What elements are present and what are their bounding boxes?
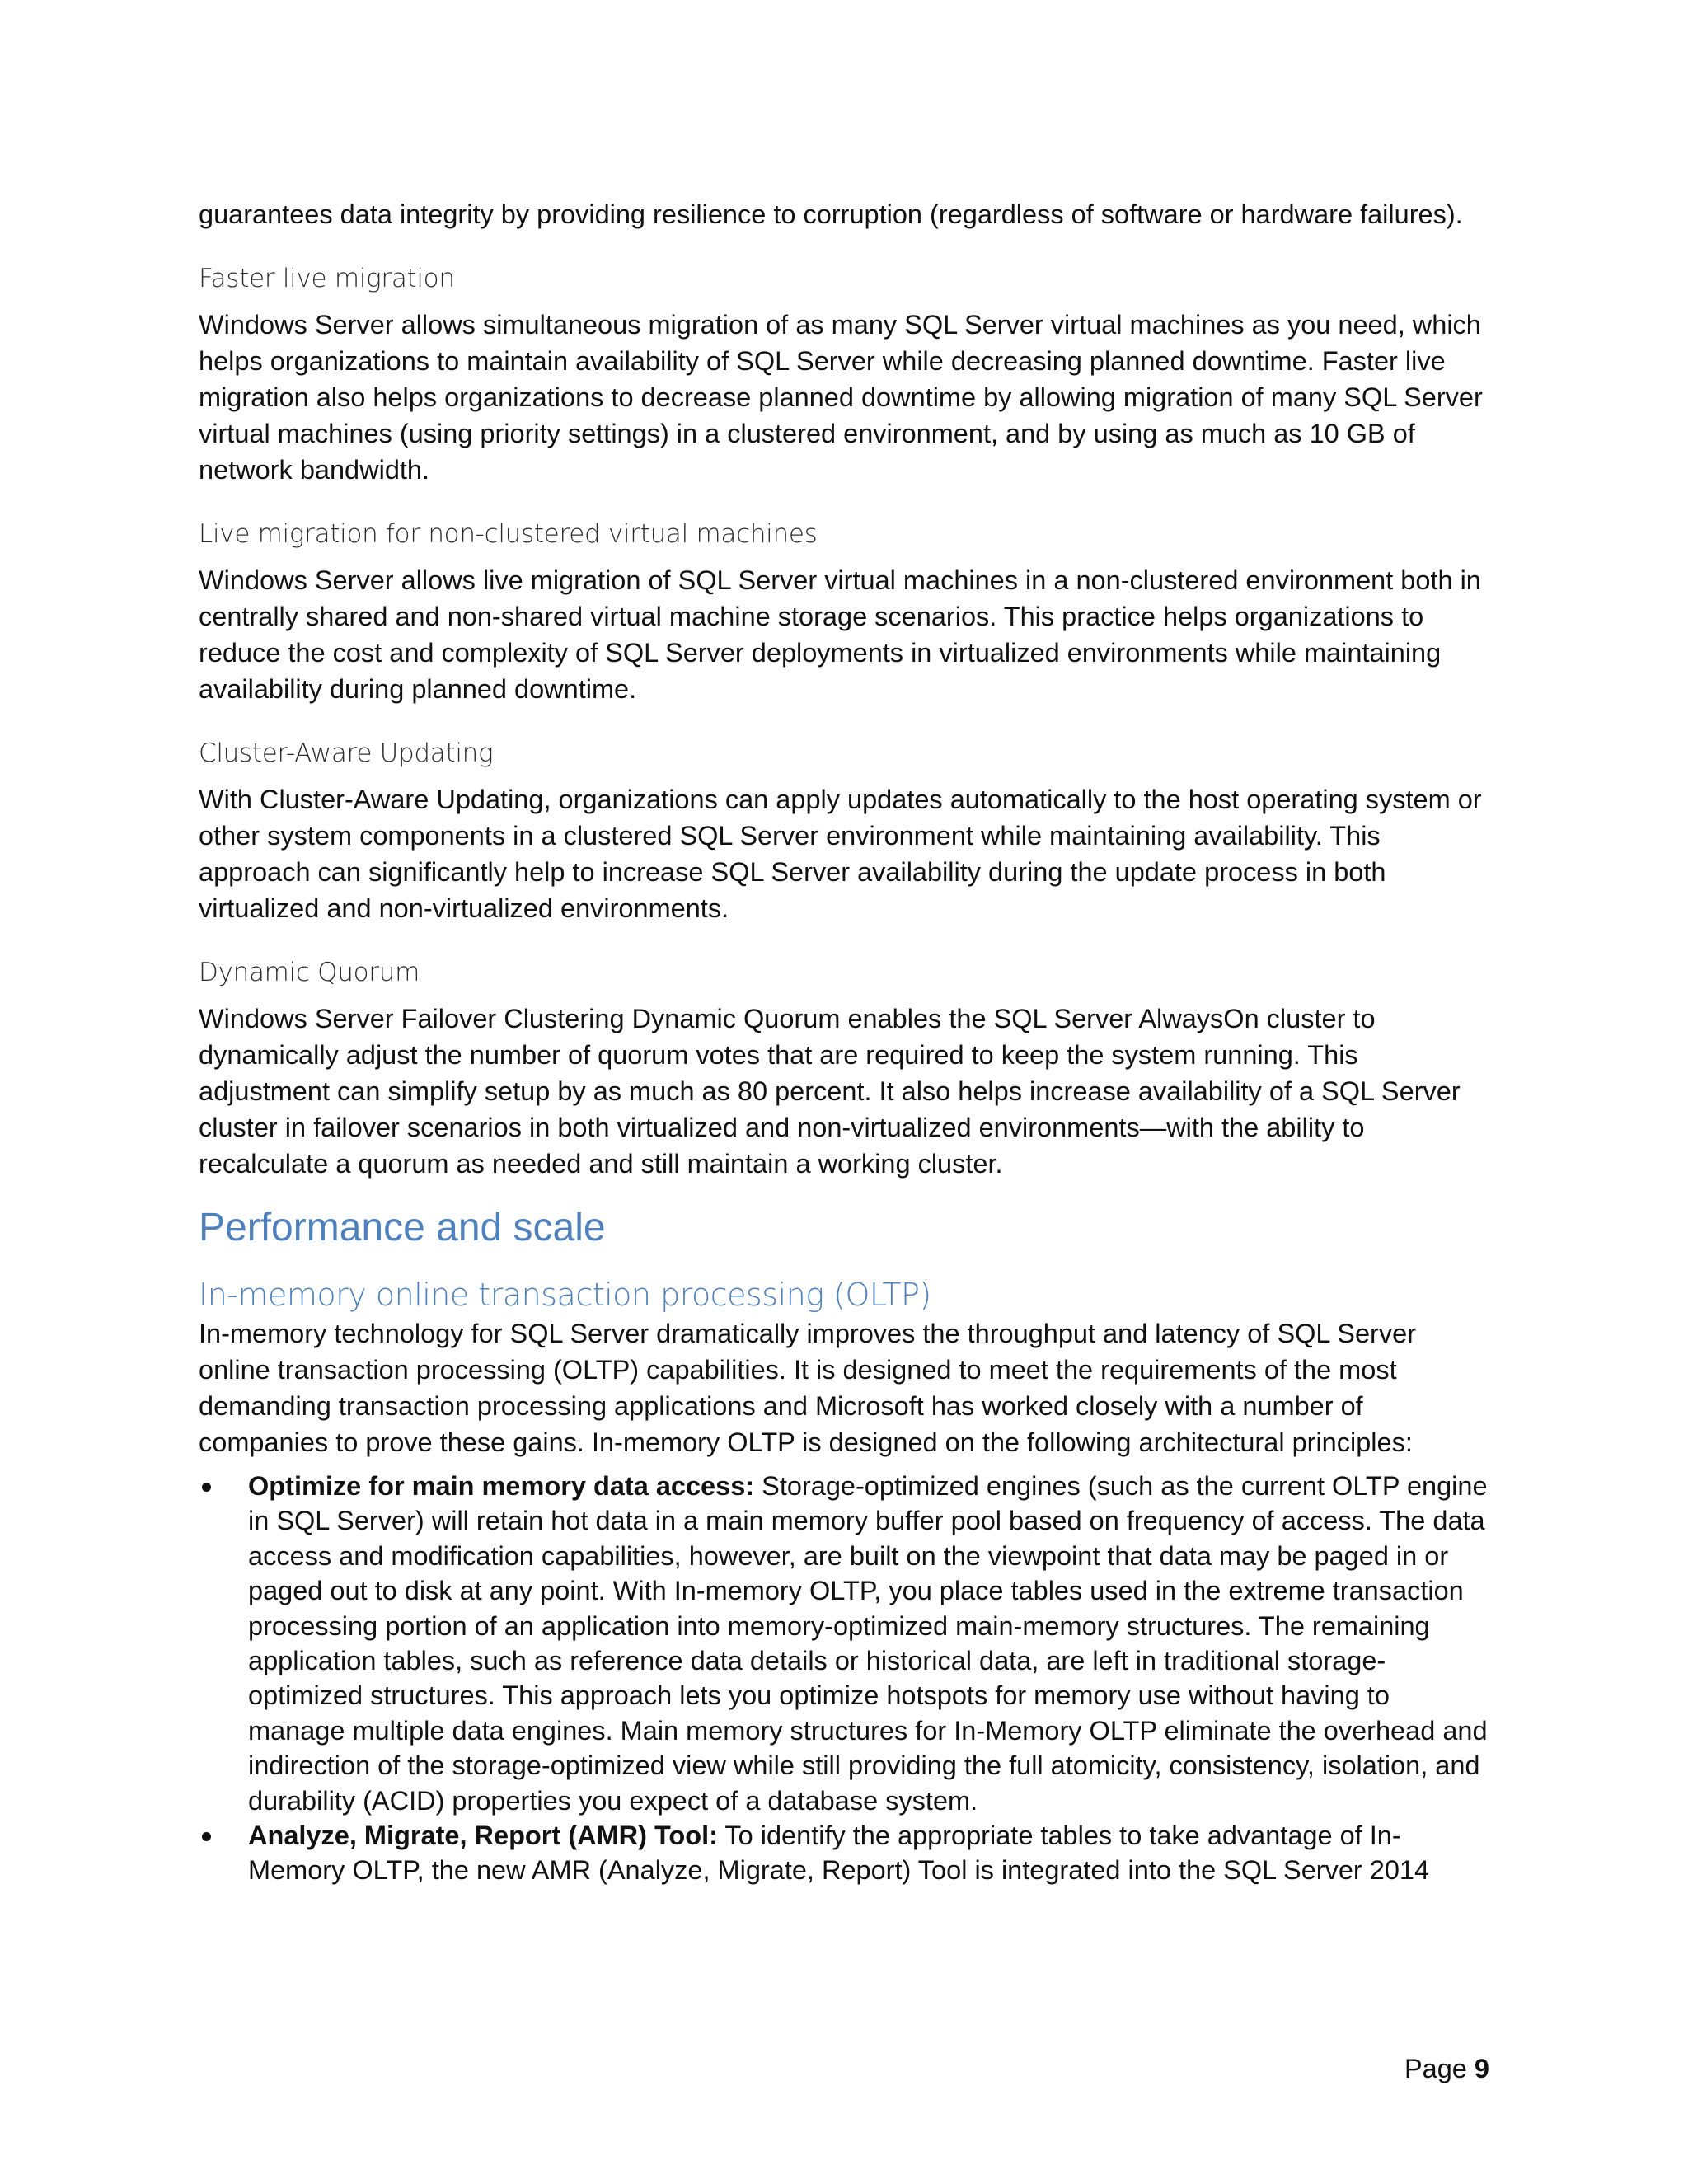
- subheading-in-memory-oltp: In-memory online transaction processing (OLTP): [199, 1277, 931, 1313]
- section-heading-faster-live-migration: Faster live migration: [199, 264, 455, 293]
- section-heading-cluster-aware-updating: Cluster-Aware Updating: [199, 738, 494, 768]
- bullet-icon: [202, 1483, 211, 1492]
- section-body-dynamic-quorum: Windows Server Failover Clustering Dynamic Quorum enables the SQL Server AlwaysOn cluster to dynamically adjust the number of quorum votes that are required to keep the system running. This adjustment can simplify setup by as much as 80 percent. It also helps increase availability of a SQL Server cluster in failover scenarios in both virtualized and non-virtualized environments—with the ability to recalculate a quorum as needed and still maintain a working cluster.: [199, 1004, 1461, 1179]
- section-body-live-migration-non-clustered: Windows Server allows live migration of SQL Server virtual machines in a non-clustered environment both in centrally shared and non-shared virtual machine storage scenarios. This practice helps organizations to reduce the cost and complexity of SQL Server deployments in virtualized environments while maintaining availability during planned downtime.: [199, 565, 1481, 704]
- bullet-text: Storage-optimized engines (such as the current OLTP engine in SQL Server) will retain hot data in a main memory buffer pool based on frequency of access. The data access and modification capabilities, however, are built on the viewpoint that data may be paged in or paged out to disk at any point. With In-memory OLTP, you place tables used in the extreme transaction processing portion of an application into memory-optimized main-memory structures. The remaining application tables, such as reference data details or historical data, are left in traditional storage-optimized structures. This approach lets you optimize hotspots for memory use without having to manage multiple data engines. Main memory structures for In-Memory OLTP eliminate the overhead and indirection of the storage-optimized view while still providing the full atomicity, consistency, isolation, and durability (ACID) properties you expect of a database system.: [248, 1471, 1488, 1816]
- section-body-faster-live-migration: Windows Server allows simultaneous migration of as many SQL Server virtual machines as you need, which helps organizations to maintain availability of SQL Server while decreasing planned downtime. Faster live migration also helps organizations to decrease planned downtime by allowing migration of many SQL Server virtual machines (using priority settings) in a clustered environment, and by using as much as 10 GB of network bandwidth.: [199, 310, 1483, 485]
- section-heading-live-migration-non-clustered: Live migration for non-clustered virtual machines: [199, 519, 818, 549]
- page-label: Page: [1404, 2054, 1475, 2083]
- list-item: [199, 1469, 1493, 1818]
- page-number: 9: [1474, 2054, 1489, 2083]
- principles-list: [199, 1469, 1493, 1888]
- bullet-text: To identify the appropriate tables to take advantage of In-Memory OLTP, the new AMR (Analyze, Migrate, Report) Tool is integrated into the SQL Server 2014: [248, 1821, 1430, 1886]
- bullet-icon: [202, 1832, 211, 1841]
- oltp-intro-paragraph: In-memory technology for SQL Server dramatically improves the throughput and latency of SQL Server online transaction processing (OLTP) capabilities. It is designed to meet the requirements of the most demanding transaction processing applications and Microsoft has worked closely with a number of companies to prove these gains. In-memory OLTP is designed on the following architectural principles:: [199, 1319, 1417, 1457]
- bullet-lead: Optimize for main memory data access:: [248, 1471, 755, 1501]
- page-footer: [1404, 2052, 1489, 2085]
- list-item: [199, 1818, 1493, 1888]
- heading-performance-and-scale: Performance and scale: [199, 1206, 606, 1249]
- section-body-cluster-aware-updating: With Cluster-Aware Updating, organizations can apply updates automatically to the host operating system or other system components in a clustered SQL Server environment while maintaining availability. This approach can significantly help to increase SQL Server availability during the update process in both virtualized and non-virtualized environments.: [199, 785, 1482, 923]
- bullet-lead: Analyze, Migrate, Report (AMR) Tool:: [248, 1821, 718, 1851]
- section-heading-dynamic-quorum: Dynamic Quorum: [199, 958, 420, 987]
- intro-paragraph: guarantees data integrity by providing resilience to corruption (regardless of software or hardware failures).: [199, 199, 1463, 229]
- document-page: [199, 196, 1493, 1888]
